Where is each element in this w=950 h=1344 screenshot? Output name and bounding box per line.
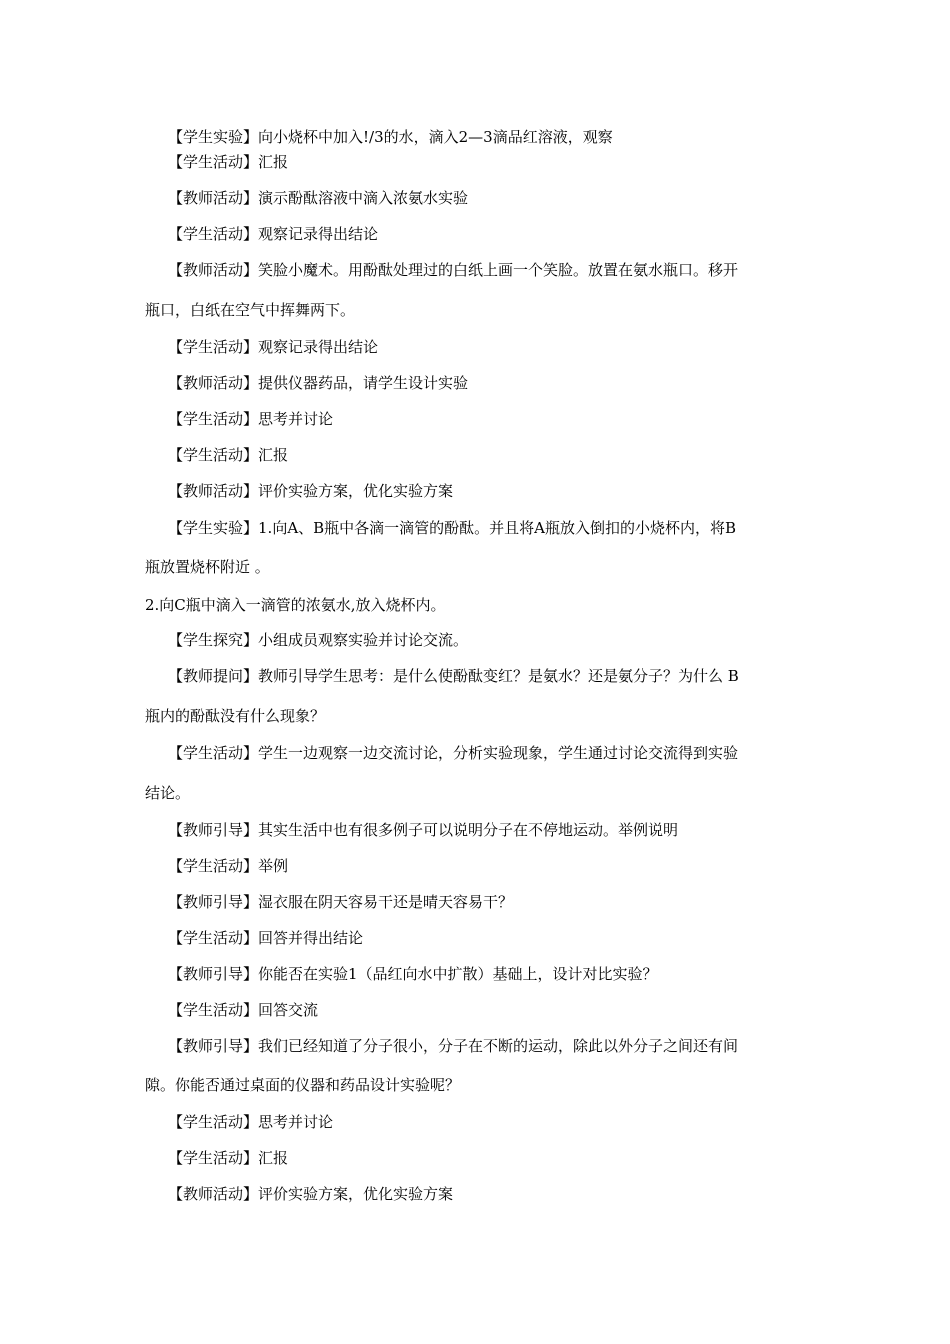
paragraph-line [145,783,815,803]
paragraph-tag: 【学生活动】 [168,446,259,464]
paragraph-text: 隙。你能否通过桌面的仪器和药品设计实验呢？ [145,1076,461,1094]
paragraph-tag: 【教师引导】 [168,1037,259,1055]
paragraph-tag: 【教师引导】 [168,893,259,911]
paragraph-text: 小组成员观察实验并讨论交流。 [258,631,469,649]
paragraph-tag: 【学生活动】 [168,744,259,762]
paragraph-tag: 【教师活动】 [168,374,259,392]
paragraph-text: 观察记录得出结论 [258,338,379,356]
paragraph-tag: 【学生实验】 [168,128,259,146]
paragraph-text: 汇报 [258,446,289,464]
paragraph-text: 思考并讨论 [258,1113,334,1131]
paragraph-text: 2.向C瓶中滴入一滴管的浓氨水,放入烧杯内。 [145,596,446,614]
paragraph-tag: 【教师引导】 [168,965,259,983]
paragraph-tag: 【教师活动】 [168,1185,259,1203]
paragraph-tag: 【学生活动】 [168,225,259,243]
paragraph-tag: 【学生活动】 [168,153,259,171]
paragraph-text: 你能否在实验1（品红向水中扩散）基础上，设计对比实验？ [258,965,658,983]
paragraph-tag: 【学生活动】 [168,1113,259,1131]
paragraph-tag: 【教师活动】 [168,261,259,279]
paragraph-line [168,1000,838,1020]
paragraph-line [168,188,838,208]
paragraph-text: 评价实验方案，优化实验方案 [258,482,454,500]
paragraph-line [168,892,838,912]
paragraph-line [168,481,838,501]
paragraph-line [168,743,838,763]
paragraph-line [168,964,838,984]
paragraph-line [168,1036,838,1056]
paragraph-line [168,1112,838,1132]
paragraph-line [145,557,815,577]
paragraph-text: 提供仪器药品，请学生设计实验 [258,374,469,392]
paragraph-line [168,224,838,244]
paragraph-text: 思考并讨论 [258,410,334,428]
paragraph-text: 回答并得出结论 [258,929,364,947]
paragraph-tag: 【学生活动】 [168,1001,259,1019]
paragraph-line [168,1184,838,1204]
paragraph-tag: 【学生活动】 [168,338,259,356]
paragraph-line [168,820,838,840]
paragraph-tag: 【学生活动】 [168,929,259,947]
paragraph-text: 回答交流 [258,1001,319,1019]
paragraph-text: 观察记录得出结论 [258,225,379,243]
paragraph-text: 笑脸小魔术。用酚酞处理过的白纸上画一个笑脸。放置在氨水瓶口。移开 [258,261,739,279]
paragraph-text: 湿衣服在阴天容易干还是晴天容易干？ [258,893,514,911]
paragraph-text: 向小烧杯中加入!/3的水，滴入2—3滴品红溶液，观察 [258,128,613,146]
paragraph-line [145,1075,815,1095]
paragraph-text: 教师引导学生思考：是什么使酚酞变红？是氨水？还是氨分子？为什么 B [258,667,739,685]
paragraph-line [168,445,838,465]
paragraph-tag: 【教师引导】 [168,821,259,839]
paragraph-line [168,337,838,357]
paragraph-tag: 【教师提问】 [168,667,259,685]
paragraph-text: 瓶口，白纸在空气中挥舞两下。 [145,301,356,319]
paragraph-line [145,300,815,320]
paragraph-text: 结论。 [145,784,191,802]
paragraph-text: 瓶内的酚酞没有什么现象？ [145,707,326,725]
paragraph-tag: 【学生活动】 [168,1149,259,1167]
paragraph-line [168,928,838,948]
paragraph-text: 我们已经知道了分子很小，分子在不断的运动，除此以外分子之间还有间 [258,1037,739,1055]
paragraph-line [168,630,838,650]
paragraph-line [168,127,838,147]
paragraph-text: 评价实验方案，优化实验方案 [258,1185,454,1203]
paragraph-line [145,706,815,726]
paragraph-line [168,666,838,686]
paragraph-line [168,1148,838,1168]
paragraph-line [168,856,838,876]
paragraph-tag: 【教师活动】 [168,189,259,207]
paragraph-tag: 【学生活动】 [168,410,259,428]
paragraph-text: 1.向A、B瓶中各滴一滴管的酚酞。并且将A瓶放入倒扣的小烧杯内，将B [258,519,737,537]
paragraph-text: 举例 [258,857,289,875]
paragraph-tag: 【学生活动】 [168,857,259,875]
paragraph-tag: 【学生实验】 [168,519,259,537]
paragraph-text: 汇报 [258,153,289,171]
paragraph-text: 学生一边观察一边交流讨论，分析实验现象，学生通过讨论交流得到实验 [258,744,739,762]
paragraph-line [168,518,838,538]
paragraph-text: 瓶放置烧杯附近 。 [145,558,270,576]
paragraph-text: 其实生活中也有很多例子可以说明分子在不停地运动。举例说明 [258,821,679,839]
paragraph-line [168,260,838,280]
paragraph-line [145,595,815,615]
paragraph-text: 汇报 [258,1149,289,1167]
paragraph-line [168,409,838,429]
paragraph-tag: 【教师活动】 [168,482,259,500]
paragraph-line [168,152,838,172]
paragraph-text: 演示酚酞溶液中滴入浓氨水实验 [258,189,469,207]
paragraph-line [168,373,838,393]
paragraph-tag: 【学生探究】 [168,631,259,649]
